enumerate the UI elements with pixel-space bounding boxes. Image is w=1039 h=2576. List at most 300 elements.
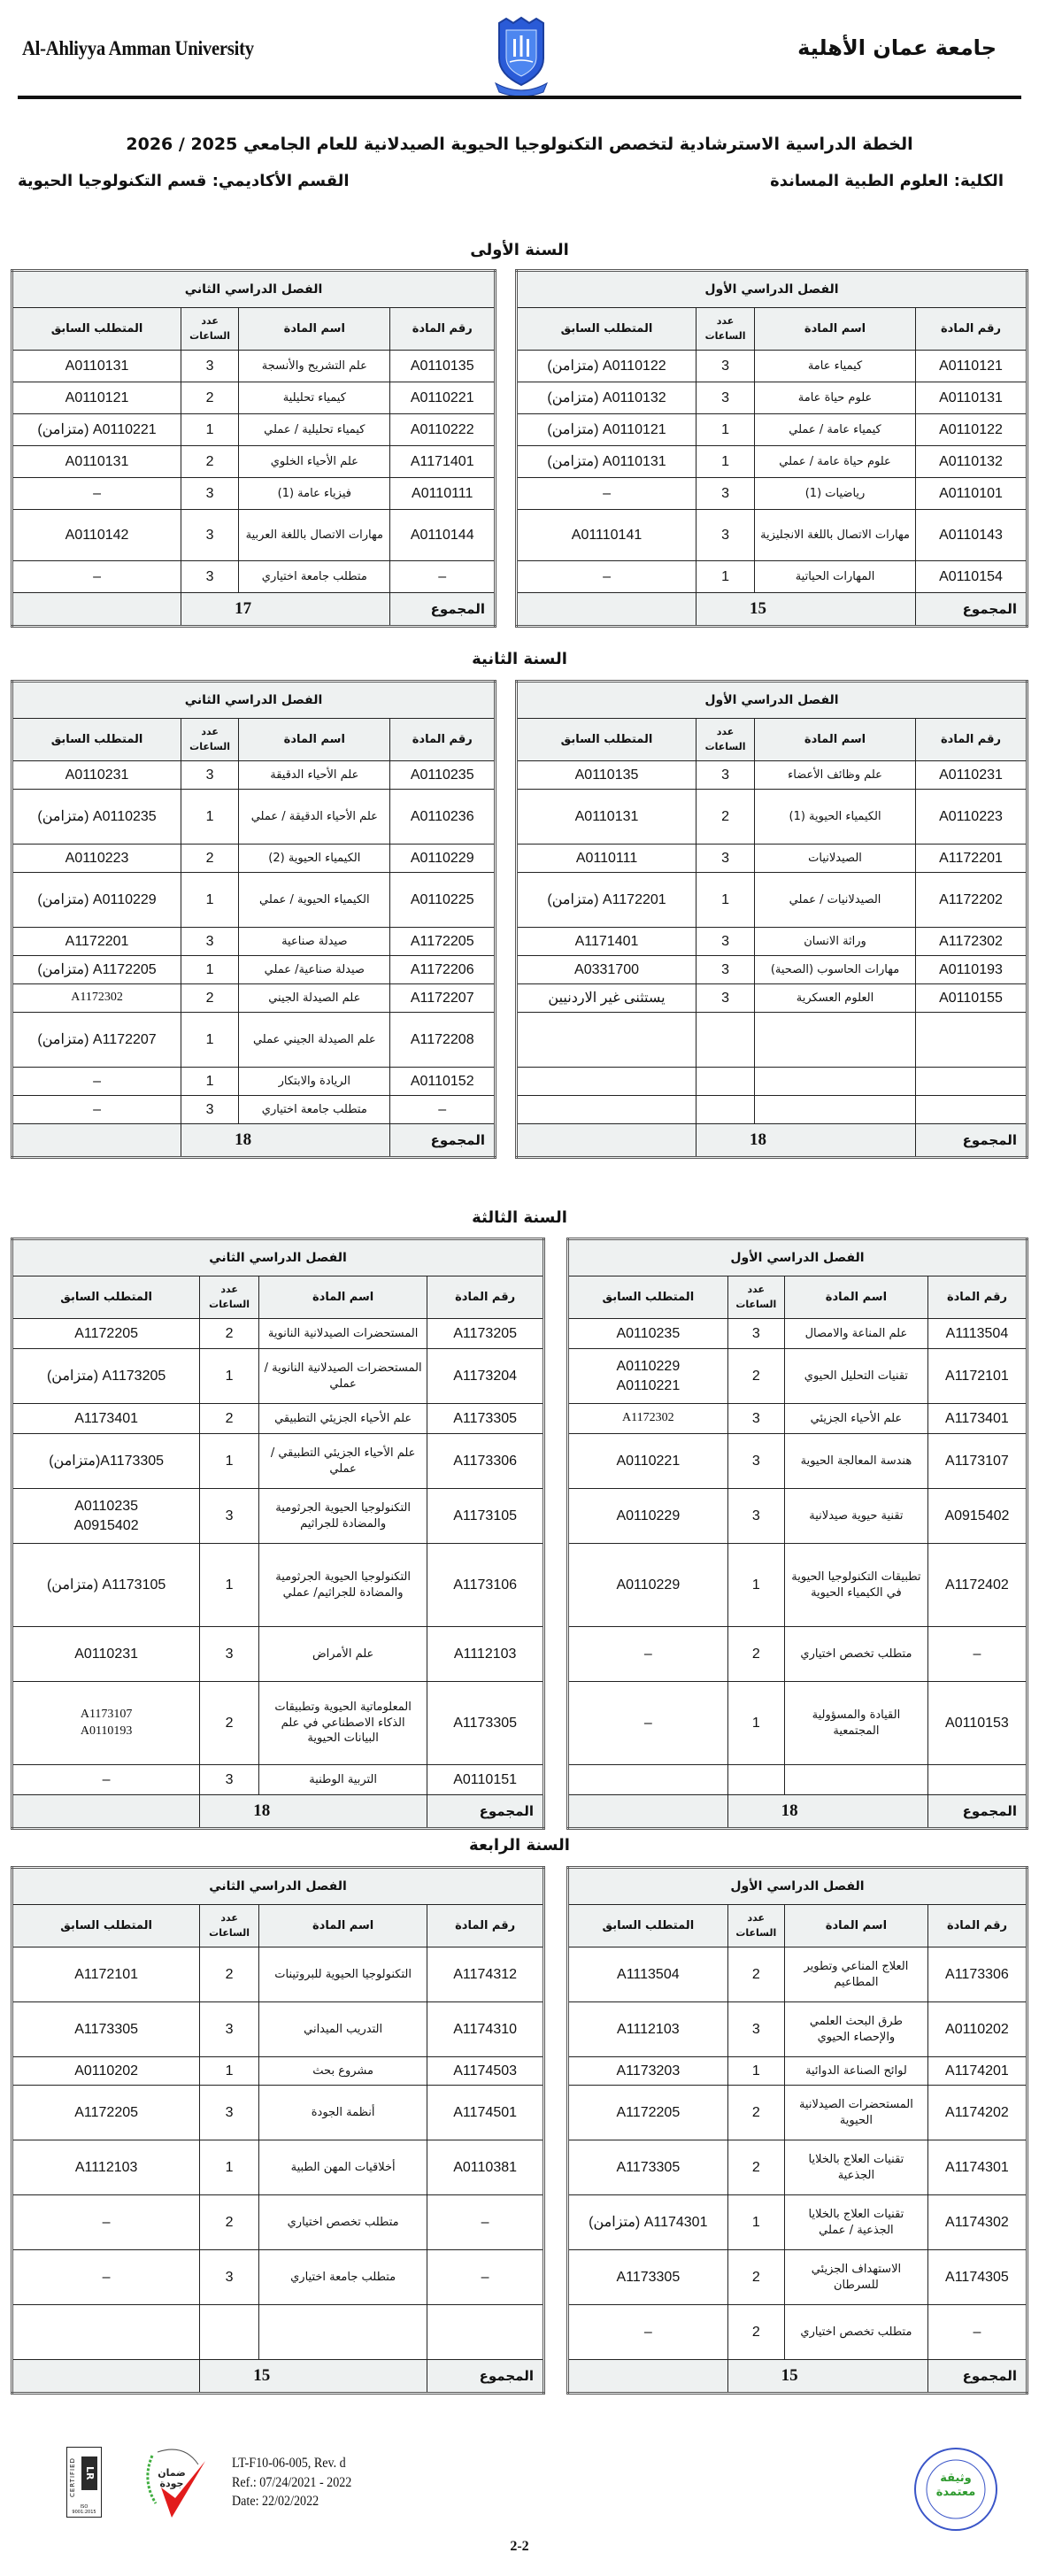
course-row xyxy=(517,761,1027,790)
prerequisite: A1172101 xyxy=(12,1947,200,2002)
course-code: A1173107 xyxy=(927,1434,1027,1489)
course-name: الكيمياء الحيوية (2) xyxy=(239,845,390,873)
issue-date: Date: 22/02/2022 xyxy=(232,2494,319,2510)
total-row xyxy=(12,1124,496,1158)
course-code: A1112103 xyxy=(427,1627,544,1682)
course-name: طرق البحث العلمي والإحصاء الحيوي xyxy=(784,2002,927,2057)
credit-hours: 1 xyxy=(181,790,239,845)
semester-title: الفصل الدراسي الثاني xyxy=(12,682,496,719)
prerequisite: – xyxy=(12,1096,181,1124)
total-hours: 18 xyxy=(200,1795,427,1829)
course-row xyxy=(12,1627,544,1682)
university-name-en: Al-Ahliyya Amman University xyxy=(22,37,254,59)
prerequisite: A1173107 A0110193 xyxy=(12,1682,200,1765)
course-name: علم الأحياء الجزيئي xyxy=(784,1404,927,1434)
course-row xyxy=(12,2002,544,2057)
course-name: العلوم العسكرية xyxy=(755,984,916,1013)
total-label: المجموع xyxy=(927,2360,1027,2394)
course-name: علم الأمراض xyxy=(258,1627,427,1682)
credit-hours: 1 xyxy=(697,446,755,478)
credit-hours: 1 xyxy=(727,2057,784,2086)
course-row xyxy=(568,1404,1027,1434)
credit-hours: 3 xyxy=(697,956,755,984)
credit-hours: 1 xyxy=(200,1434,259,1489)
course-code: – xyxy=(927,1627,1027,1682)
prerequisite: A0110202 xyxy=(12,2057,200,2086)
course-code: A1173305 xyxy=(427,1404,544,1434)
prerequisite: – xyxy=(12,561,181,593)
course-row xyxy=(12,873,496,928)
prerequisite: A1112103 xyxy=(12,2140,200,2195)
prerequisite xyxy=(517,1096,697,1124)
course-code: A0110111 xyxy=(390,478,496,510)
prerequisite: A0110235 (متزامن) xyxy=(12,790,181,845)
column-header-name: اسم المادة xyxy=(784,1276,927,1319)
credit-hours: 2 xyxy=(200,1404,259,1434)
prerequisite: – xyxy=(12,2195,200,2250)
credit-hours: 3 xyxy=(727,1404,784,1434)
course-code: A0110144 xyxy=(390,510,496,561)
prerequisite: A0110235 A0915402 xyxy=(12,1489,200,1544)
course-name xyxy=(755,1096,916,1124)
course-code: A1173306 xyxy=(427,1434,544,1489)
course-code: A1173205 xyxy=(427,1319,544,1349)
column-header-name: اسم المادة xyxy=(755,719,916,761)
column-header-hours: عدد الساعات xyxy=(727,1905,784,1947)
course-row xyxy=(517,790,1027,845)
semester-table xyxy=(11,269,496,628)
credit-hours: 1 xyxy=(181,873,239,928)
course-name: الصيدلانيات / عملي xyxy=(755,873,916,928)
course-row xyxy=(12,1013,496,1068)
column-header-name: اسم المادة xyxy=(258,1276,427,1319)
course-row xyxy=(12,561,496,593)
prerequisite xyxy=(517,1013,697,1068)
prerequisite: A1173305 xyxy=(568,2140,728,2195)
course-name: الصيدلانيات xyxy=(755,845,916,873)
credit-hours: 1 xyxy=(697,873,755,928)
column-header-prereq: المتطلب السابق xyxy=(517,308,697,351)
course-row xyxy=(12,1068,496,1096)
prerequisite: A0110231 xyxy=(12,1627,200,1682)
course-name: الكيمياء الحيوية (1) xyxy=(755,790,916,845)
prerequisite: – xyxy=(568,1627,728,1682)
course-row xyxy=(12,928,496,956)
year-1-title: السنة الأولى xyxy=(470,241,569,259)
course-row xyxy=(568,2305,1027,2360)
credit-hours: 3 xyxy=(200,1765,259,1795)
column-header-hours: عدد الساعات xyxy=(181,719,239,761)
credit-hours: 2 xyxy=(181,984,239,1013)
credit-hours: 3 xyxy=(181,510,239,561)
prerequisite: A0110229 xyxy=(568,1489,728,1544)
prerequisite: A0110231 xyxy=(12,761,181,790)
approved-document-seal xyxy=(912,2445,1000,2534)
total-hours: 18 xyxy=(727,1795,927,1829)
course-name: المستحضرات الصيدلانية الحيوية xyxy=(784,2086,927,2140)
column-header-hours: عدد الساعات xyxy=(697,308,755,351)
total-label: المجموع xyxy=(927,1795,1027,1829)
course-row xyxy=(568,2057,1027,2086)
column-header-name: اسم المادة xyxy=(239,308,390,351)
column-header-hours: عدد الساعات xyxy=(697,719,755,761)
course-row xyxy=(517,446,1027,478)
course-row xyxy=(12,2140,544,2195)
course-code: A1173306 xyxy=(927,1947,1027,2002)
credit-hours: 1 xyxy=(697,561,755,593)
prerequisite: – xyxy=(12,1765,200,1795)
course-row xyxy=(517,561,1027,593)
course-name: علم الأحياء الدقيقة / عملي xyxy=(239,790,390,845)
course-code: A1173106 xyxy=(427,1544,544,1627)
semester-title: الفصل الدراسي الأول xyxy=(517,682,1027,719)
course-code: A1173401 xyxy=(927,1404,1027,1434)
column-header-prereq: المتطلب السابق xyxy=(12,308,181,351)
column-header-code: رقم المادة xyxy=(427,1276,544,1319)
course-row xyxy=(517,1068,1027,1096)
credit-hours: 2 xyxy=(181,446,239,478)
course-name: التربية الوطنية xyxy=(258,1765,427,1795)
credit-hours: 1 xyxy=(181,414,239,446)
course-row xyxy=(12,1765,544,1795)
course-code: A0110221 xyxy=(390,382,496,414)
prerequisite: A1173305(متزامن) xyxy=(12,1434,200,1489)
credit-hours: 1 xyxy=(727,1544,784,1627)
column-header-prereq: المتطلب السابق xyxy=(12,719,181,761)
course-row xyxy=(517,382,1027,414)
course-row xyxy=(12,790,496,845)
credit-hours: 1 xyxy=(181,956,239,984)
credit-hours: 1 xyxy=(181,1068,239,1096)
column-header-prereq: المتطلب السابق xyxy=(12,1905,200,1947)
total-row xyxy=(12,1795,544,1829)
course-name: أخلاقيات المهن الطبية xyxy=(258,2140,427,2195)
prerequisite xyxy=(12,2305,200,2360)
total-hours: 18 xyxy=(181,1124,390,1158)
prerequisite: A1113504 xyxy=(568,1947,728,2002)
prerequisite: A1171401 xyxy=(517,928,697,956)
total-row xyxy=(12,593,496,627)
credit-hours: 2 xyxy=(727,1627,784,1682)
course-row xyxy=(517,478,1027,510)
course-name xyxy=(755,1068,916,1096)
prerequisite: A1173205 (متزامن) xyxy=(12,1349,200,1404)
course-row xyxy=(568,2250,1027,2305)
course-code: A1174302 xyxy=(927,2195,1027,2250)
column-header-code: رقم المادة xyxy=(927,1276,1027,1319)
course-name xyxy=(755,1013,916,1068)
course-row xyxy=(517,351,1027,382)
course-code: A0110222 xyxy=(390,414,496,446)
course-name: علم الأحياء الدقيقة xyxy=(239,761,390,790)
prerequisite: A01110141 xyxy=(517,510,697,561)
prerequisite: A1173305 xyxy=(12,2002,200,2057)
total-hours: 17 xyxy=(181,593,390,627)
prerequisite: A0110121 (متزامن) xyxy=(517,414,697,446)
credit-hours: 1 xyxy=(200,1349,259,1404)
iso-badge-top: CERTIFIED xyxy=(69,2457,76,2497)
credit-hours: 2 xyxy=(697,790,755,845)
prerequisite: – xyxy=(12,1068,181,1096)
prerequisite: A0110131 xyxy=(12,446,181,478)
course-row xyxy=(12,2086,544,2140)
quality-badge-text: ضمان جودة xyxy=(158,2467,186,2490)
course-name: علم الأحياء الجزيئي التطبيقي xyxy=(258,1404,427,1434)
course-name: متطلب جامعة اختياري xyxy=(239,1096,390,1124)
course-name: لوائح الصناعة الدوائية xyxy=(784,2057,927,2086)
course-code: – xyxy=(390,561,496,593)
prerequisite: A1172205 xyxy=(12,2086,200,2140)
credit-hours: 3 xyxy=(200,1627,259,1682)
course-code xyxy=(916,1096,1027,1124)
semester-title: الفصل الدراسي الأول xyxy=(568,1868,1027,1905)
course-code: A1171401 xyxy=(390,446,496,478)
course-name: تقنيات التحليل الحيوي xyxy=(784,1349,927,1404)
course-code: A0110381 xyxy=(427,2140,544,2195)
course-code: – xyxy=(390,1096,496,1124)
course-name: كيمياء عامة / عملي xyxy=(755,414,916,446)
credit-hours: 3 xyxy=(727,1489,784,1544)
semester-table xyxy=(11,1238,545,1830)
course-name: وراثة الانسان xyxy=(755,928,916,956)
credit-hours xyxy=(697,1068,755,1096)
course-row xyxy=(12,446,496,478)
prerequisite: A0110235 xyxy=(568,1319,728,1349)
credit-hours xyxy=(727,1765,784,1795)
column-header-name: اسم المادة xyxy=(784,1905,927,1947)
course-code: A1172207 xyxy=(390,984,496,1013)
credit-hours: 3 xyxy=(697,478,755,510)
course-name: متطلب جامعة اختياري xyxy=(239,561,390,593)
prerequisite: A0331700 xyxy=(517,956,697,984)
course-code: A0110153 xyxy=(927,1682,1027,1765)
prerequisite: A0110132 (متزامن) xyxy=(517,382,697,414)
credit-hours: 3 xyxy=(727,2002,784,2057)
semester-title: الفصل الدراسي الأول xyxy=(517,271,1027,308)
course-code: A1173204 xyxy=(427,1349,544,1404)
course-name: متطلب تخصص اختياري xyxy=(784,2305,927,2360)
prerequisite: A1174301 (متزامن) xyxy=(568,2195,728,2250)
course-name: المستحضرات الصيدلانية النانوية / عملي xyxy=(258,1349,427,1404)
credit-hours: 3 xyxy=(727,1319,784,1349)
course-name: العلاج المناعي وتطوير المطاعيم xyxy=(784,1947,927,2002)
prerequisite: – xyxy=(568,1682,728,1765)
credit-hours: 3 xyxy=(697,845,755,873)
prerequisite: A0110121 xyxy=(12,382,181,414)
course-name: التكنولوجيا الحيوية الجرثومية والمضادة للجراثيم/ عملي xyxy=(258,1544,427,1627)
course-name: علم المناعة والامصال xyxy=(784,1319,927,1349)
course-code: A1174301 xyxy=(927,2140,1027,2195)
course-name: القيادة والمسؤولية المجتمعية xyxy=(784,1682,927,1765)
prerequisite: A1112103 xyxy=(568,2002,728,2057)
course-row xyxy=(12,1489,544,1544)
prerequisite: – xyxy=(568,2305,728,2360)
total-label: المجموع xyxy=(390,1124,496,1158)
course-code: A1172201 xyxy=(916,845,1027,873)
course-row xyxy=(568,1947,1027,2002)
department-label: القسم الأكاديمي: قسم التكنولوجيا الحيوية xyxy=(18,172,350,190)
course-row xyxy=(12,1434,544,1489)
course-row xyxy=(568,2140,1027,2195)
column-header-code: رقم المادة xyxy=(390,308,496,351)
course-name: التكنولوجيا الحيوية للبروتينات xyxy=(258,1947,427,2002)
prerequisite: A0110111 xyxy=(517,845,697,873)
credit-hours: 2 xyxy=(181,382,239,414)
credit-hours: 2 xyxy=(200,1319,259,1349)
credit-hours: 2 xyxy=(200,1682,259,1765)
course-name: متطلب تخصص اختياري xyxy=(784,1627,927,1682)
course-row xyxy=(517,956,1027,984)
prerequisite: A0110131 xyxy=(12,351,181,382)
course-row xyxy=(12,382,496,414)
prerequisite: – xyxy=(12,2250,200,2305)
course-code: A1113504 xyxy=(927,1319,1027,1349)
course-name: تقنيات العلاج بالخلايا الجذعية xyxy=(784,2140,927,2195)
prerequisite: A0110221 (متزامن) xyxy=(12,414,181,446)
course-code: – xyxy=(427,2195,544,2250)
course-row xyxy=(517,928,1027,956)
university-name-ar: جامعة عمان الأهلية xyxy=(797,35,997,60)
course-code: A1172202 xyxy=(916,873,1027,928)
prerequisite: A0110221 xyxy=(568,1434,728,1489)
course-code xyxy=(427,2305,544,2360)
column-header-hours: عدد الساعات xyxy=(727,1276,784,1319)
semester-table xyxy=(566,1238,1028,1830)
credit-hours: 3 xyxy=(697,510,755,561)
faculty-label: الكلية: العلوم الطبية المساندة xyxy=(770,172,1004,190)
credit-hours: 3 xyxy=(697,351,755,382)
course-name: أنظمة الجودة xyxy=(258,2086,427,2140)
prerequisite: A1172205 xyxy=(12,1319,200,1349)
prerequisite: A1173203 xyxy=(568,2057,728,2086)
prerequisite: A1173401 xyxy=(12,1404,200,1434)
column-header-code: رقم المادة xyxy=(927,1905,1027,1947)
prerequisite: A1173305 xyxy=(568,2250,728,2305)
course-name: علم الأحياء الجزيئي التطبيقي / عملي xyxy=(258,1434,427,1489)
course-row xyxy=(12,1404,544,1434)
credit-hours: 2 xyxy=(727,2250,784,2305)
course-name: كيمياء عامة xyxy=(755,351,916,382)
course-code: A0915402 xyxy=(927,1489,1027,1544)
course-code: A0110131 xyxy=(916,382,1027,414)
credit-hours: 3 xyxy=(181,761,239,790)
course-name: الريادة والابتكار xyxy=(239,1068,390,1096)
course-code: A0110193 xyxy=(916,956,1027,984)
column-header-name: اسم المادة xyxy=(258,1905,427,1947)
total-row xyxy=(517,1124,1027,1158)
column-header-name: اسم المادة xyxy=(755,308,916,351)
course-row xyxy=(568,1319,1027,1349)
credit-hours xyxy=(200,2305,259,2360)
course-code: A1172302 xyxy=(916,928,1027,956)
course-name: مشروع بحث xyxy=(258,2057,427,2086)
course-row xyxy=(12,414,496,446)
course-code: A1174312 xyxy=(427,1947,544,2002)
prerequisite: A0110223 xyxy=(12,845,181,873)
course-name: علوم حياة عامة / عملي xyxy=(755,446,916,478)
course-code: A0110223 xyxy=(916,790,1027,845)
course-name: مهارات الاتصال باللغة العربية xyxy=(239,510,390,561)
course-code xyxy=(916,1068,1027,1096)
prerequisite: A0110229 A0110221 xyxy=(568,1349,728,1404)
prerequisite: – xyxy=(517,561,697,593)
course-row xyxy=(517,510,1027,561)
reference: Ref.: 07/24/2021 - 2022 xyxy=(232,2474,352,2490)
quality-assurance-badge xyxy=(140,2445,207,2521)
course-name: متطلب جامعة اختياري xyxy=(258,2250,427,2305)
credit-hours: 3 xyxy=(181,928,239,956)
course-row xyxy=(568,1489,1027,1544)
credit-hours: 2 xyxy=(727,1349,784,1404)
total-row xyxy=(517,593,1027,627)
course-name: علم وظائف الأعضاء xyxy=(755,761,916,790)
total-row xyxy=(568,2360,1027,2394)
course-row xyxy=(12,2250,544,2305)
column-header-code: رقم المادة xyxy=(427,1905,544,1947)
iso-certified-badge xyxy=(66,2447,102,2518)
course-row xyxy=(568,1434,1027,1489)
column-header-name: اسم المادة xyxy=(239,719,390,761)
credit-hours: 3 xyxy=(697,984,755,1013)
course-code: A0110229 xyxy=(390,845,496,873)
course-name: صيدلة صناعية xyxy=(239,928,390,956)
course-code xyxy=(916,1013,1027,1068)
course-row xyxy=(517,984,1027,1013)
course-code: A1174202 xyxy=(927,2086,1027,2140)
total-hours: 15 xyxy=(697,593,916,627)
credit-hours: 3 xyxy=(200,1489,259,1544)
credit-hours: 2 xyxy=(727,2086,784,2140)
credit-hours: 2 xyxy=(200,1947,259,2002)
credit-hours: 1 xyxy=(727,1682,784,1765)
credit-hours: 1 xyxy=(200,2140,259,2195)
column-header-hours: عدد الساعات xyxy=(200,1276,259,1319)
course-code: – xyxy=(927,2305,1027,2360)
prerequisite: A0110131 (متزامن) xyxy=(517,446,697,478)
prerequisite: A1172205 (متزامن) xyxy=(12,956,181,984)
credit-hours: 3 xyxy=(200,2002,259,2057)
course-code: – xyxy=(427,2250,544,2305)
credit-hours: 2 xyxy=(727,2140,784,2195)
course-name xyxy=(784,1765,927,1795)
prerequisite: A1172207 (متزامن) xyxy=(12,1013,181,1068)
course-code: A1172208 xyxy=(390,1013,496,1068)
column-header-code: رقم المادة xyxy=(916,308,1027,351)
course-row xyxy=(517,1096,1027,1124)
credit-hours: 3 xyxy=(200,2086,259,2140)
total-row xyxy=(568,1795,1027,1829)
course-row xyxy=(568,1349,1027,1404)
prerequisite xyxy=(517,1068,697,1096)
course-row xyxy=(568,2086,1027,2140)
course-code: A1173305 xyxy=(427,1682,544,1765)
lr-mark: LR xyxy=(81,2456,97,2490)
credit-hours xyxy=(697,1013,755,1068)
course-row xyxy=(568,1765,1027,1795)
total-label: المجموع xyxy=(916,1124,1027,1158)
credit-hours: 1 xyxy=(727,2195,784,2250)
credit-hours: 1 xyxy=(200,2057,259,2086)
course-name: صيدلة صناعية/ عملي xyxy=(239,956,390,984)
prerequisite: A0110131 xyxy=(517,790,697,845)
semester-table xyxy=(566,1866,1028,2395)
year-4-title: السنة الرابعة xyxy=(469,1836,570,1855)
course-name: تقنية حيوية صيدلانية xyxy=(784,1489,927,1544)
course-row xyxy=(568,1682,1027,1765)
course-row xyxy=(12,2195,544,2250)
seal-center-text: وثيقة معتمدة xyxy=(935,2472,976,2500)
course-code: A1174501 xyxy=(427,2086,544,2140)
